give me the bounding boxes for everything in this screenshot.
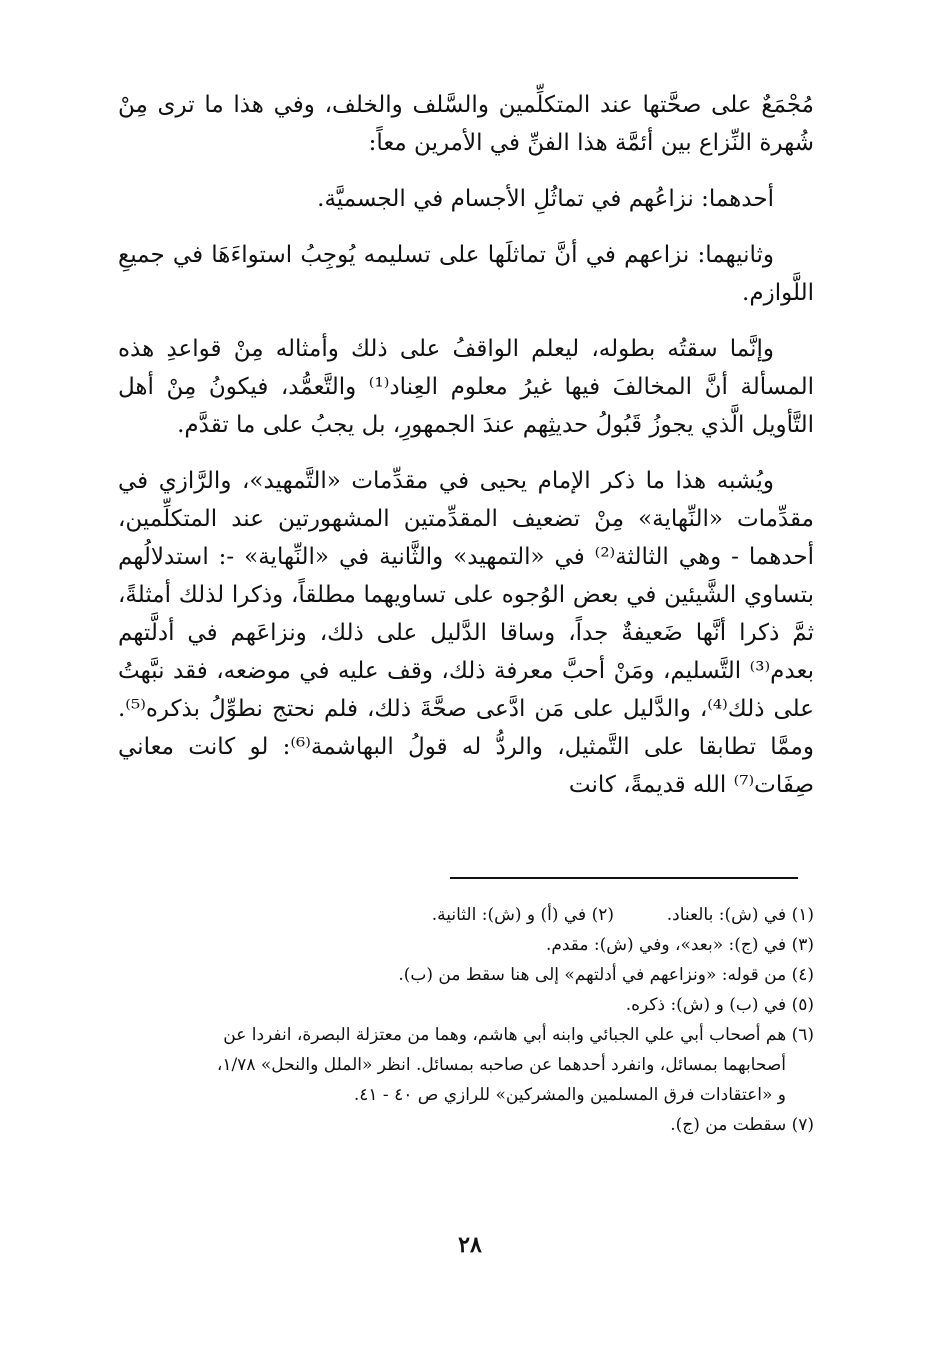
footnote-7: (٧) سقطت من (ج).: [670, 1115, 814, 1135]
paragraph-1: مُجْمَعٌ على صحَّتها عند المتكلِّمين والسَّلف والخلف، وفي هذا ما ترى مِنْ شُهرة النِّزاع بين أئمَّة هذا الفنِّ في الأمرين معاً:: [118, 92, 814, 156]
main-text: [118, 86, 814, 804]
page-number: ٢٨: [458, 1232, 482, 1258]
footnotes: [118, 900, 814, 1140]
paragraph-5: ويُشبه هذا ما ذكر الإمام يحيى في مقدِّمات «التَّمهيد»، والرَّازي في مقدِّمات «النِّهاية» مِنْ تضعيف المقدِّمتين المشهورتين عند المتكلِّمين، أحدهما - وهي الثالثة⁽²⁾ في «التمهيد» والثَّانية في «النِّهاية» -: استدلالُهم بتساوي الشَّيئين في بعض الوُجوه على تساويهما مطلقاً، وذكرا لذلك أمثلةً، ثمَّ ذكرا أنَّها ضَعيفةٌ جداً، وساقا الدَّليل على ذلك، ونزاعَهم في أدلَّتهم بعدم⁽³⁾ التَّسليم، ومَنْ أحبَّ معرفة ذلك، وقف عليه في موضعه، فقد نبَّهتُ على ذلك⁽⁴⁾، والدَّليل على مَن ادَّعى صحَّةَ ذلك، فلم نحتج نطوِّلُ بذكره⁽⁵⁾. وممَّا تطابقا على التَّمثيل، والردُّ له قولُ البهاشمة⁽⁶⁾: لو كانت معاني صِفَات⁽⁷⁾ الله قديمةً، كانت: [118, 468, 815, 798]
paragraph-3: وثانيهما: نزاعهم في أنَّ تماثلَها على تسليمه يُوجِبُ استواءَهَا في جميعِ اللَّوازم.: [118, 242, 814, 306]
footnote-2: (٢) في (أ) و (ش): الثانية.: [431, 905, 614, 925]
footnote-6-line-2: أصحابهما بمسائل، وانفرد أحدهما عن صاحبه بمسائل. انظر «الملل والنحل» ١/٧٨،: [216, 1055, 786, 1075]
footnote-5: (٥) في (ب) و (ش): ذكره.: [625, 995, 814, 1015]
footnote-4: (٤) من قوله: «ونزاعهم في أدلتهم» إلى هنا سقط من (ب).: [398, 965, 814, 985]
paragraph-4: وإنَّما سقتُه بطوله، ليعلم الواقفُ على ذلك وأمثاله مِنْ قواعدِ هذه المسألة أنَّ المخالفَ فيها غيرُ معلوم العِناد⁽¹⁾ والتَّعمُّد، فيكونُ مِنْ أهل التَّأويل الَّذي يجوزُ قَبُولُ حديثِهم عندَ الجمهورِ، بل يجبُ على ما تقدَّم.: [118, 336, 815, 438]
footnote-row: [118, 900, 814, 930]
footnote-6-line-3: و «اعتقادات فرق المسلمين والمشركين» للرازي ص ٤٠ - ٤١.: [353, 1085, 786, 1105]
footnote-separator: [450, 877, 798, 879]
footnote-3: (٣) في (ج): «بعد»، وفي (ش): مقدم.: [545, 935, 814, 955]
paragraph-2: أحدهما: نزاعُهم في تماثُلِ الأجسام في الجسميَّة.: [317, 186, 774, 212]
footnote-6-line-1: (٦) هم أصحاب أبي علي الجبائي وابنه أبي هاشم، وهما من معتزلة البصرة، انفردا عن: [223, 1025, 814, 1045]
footnote-1: (١) في (ش): بالعناد.: [666, 905, 814, 925]
